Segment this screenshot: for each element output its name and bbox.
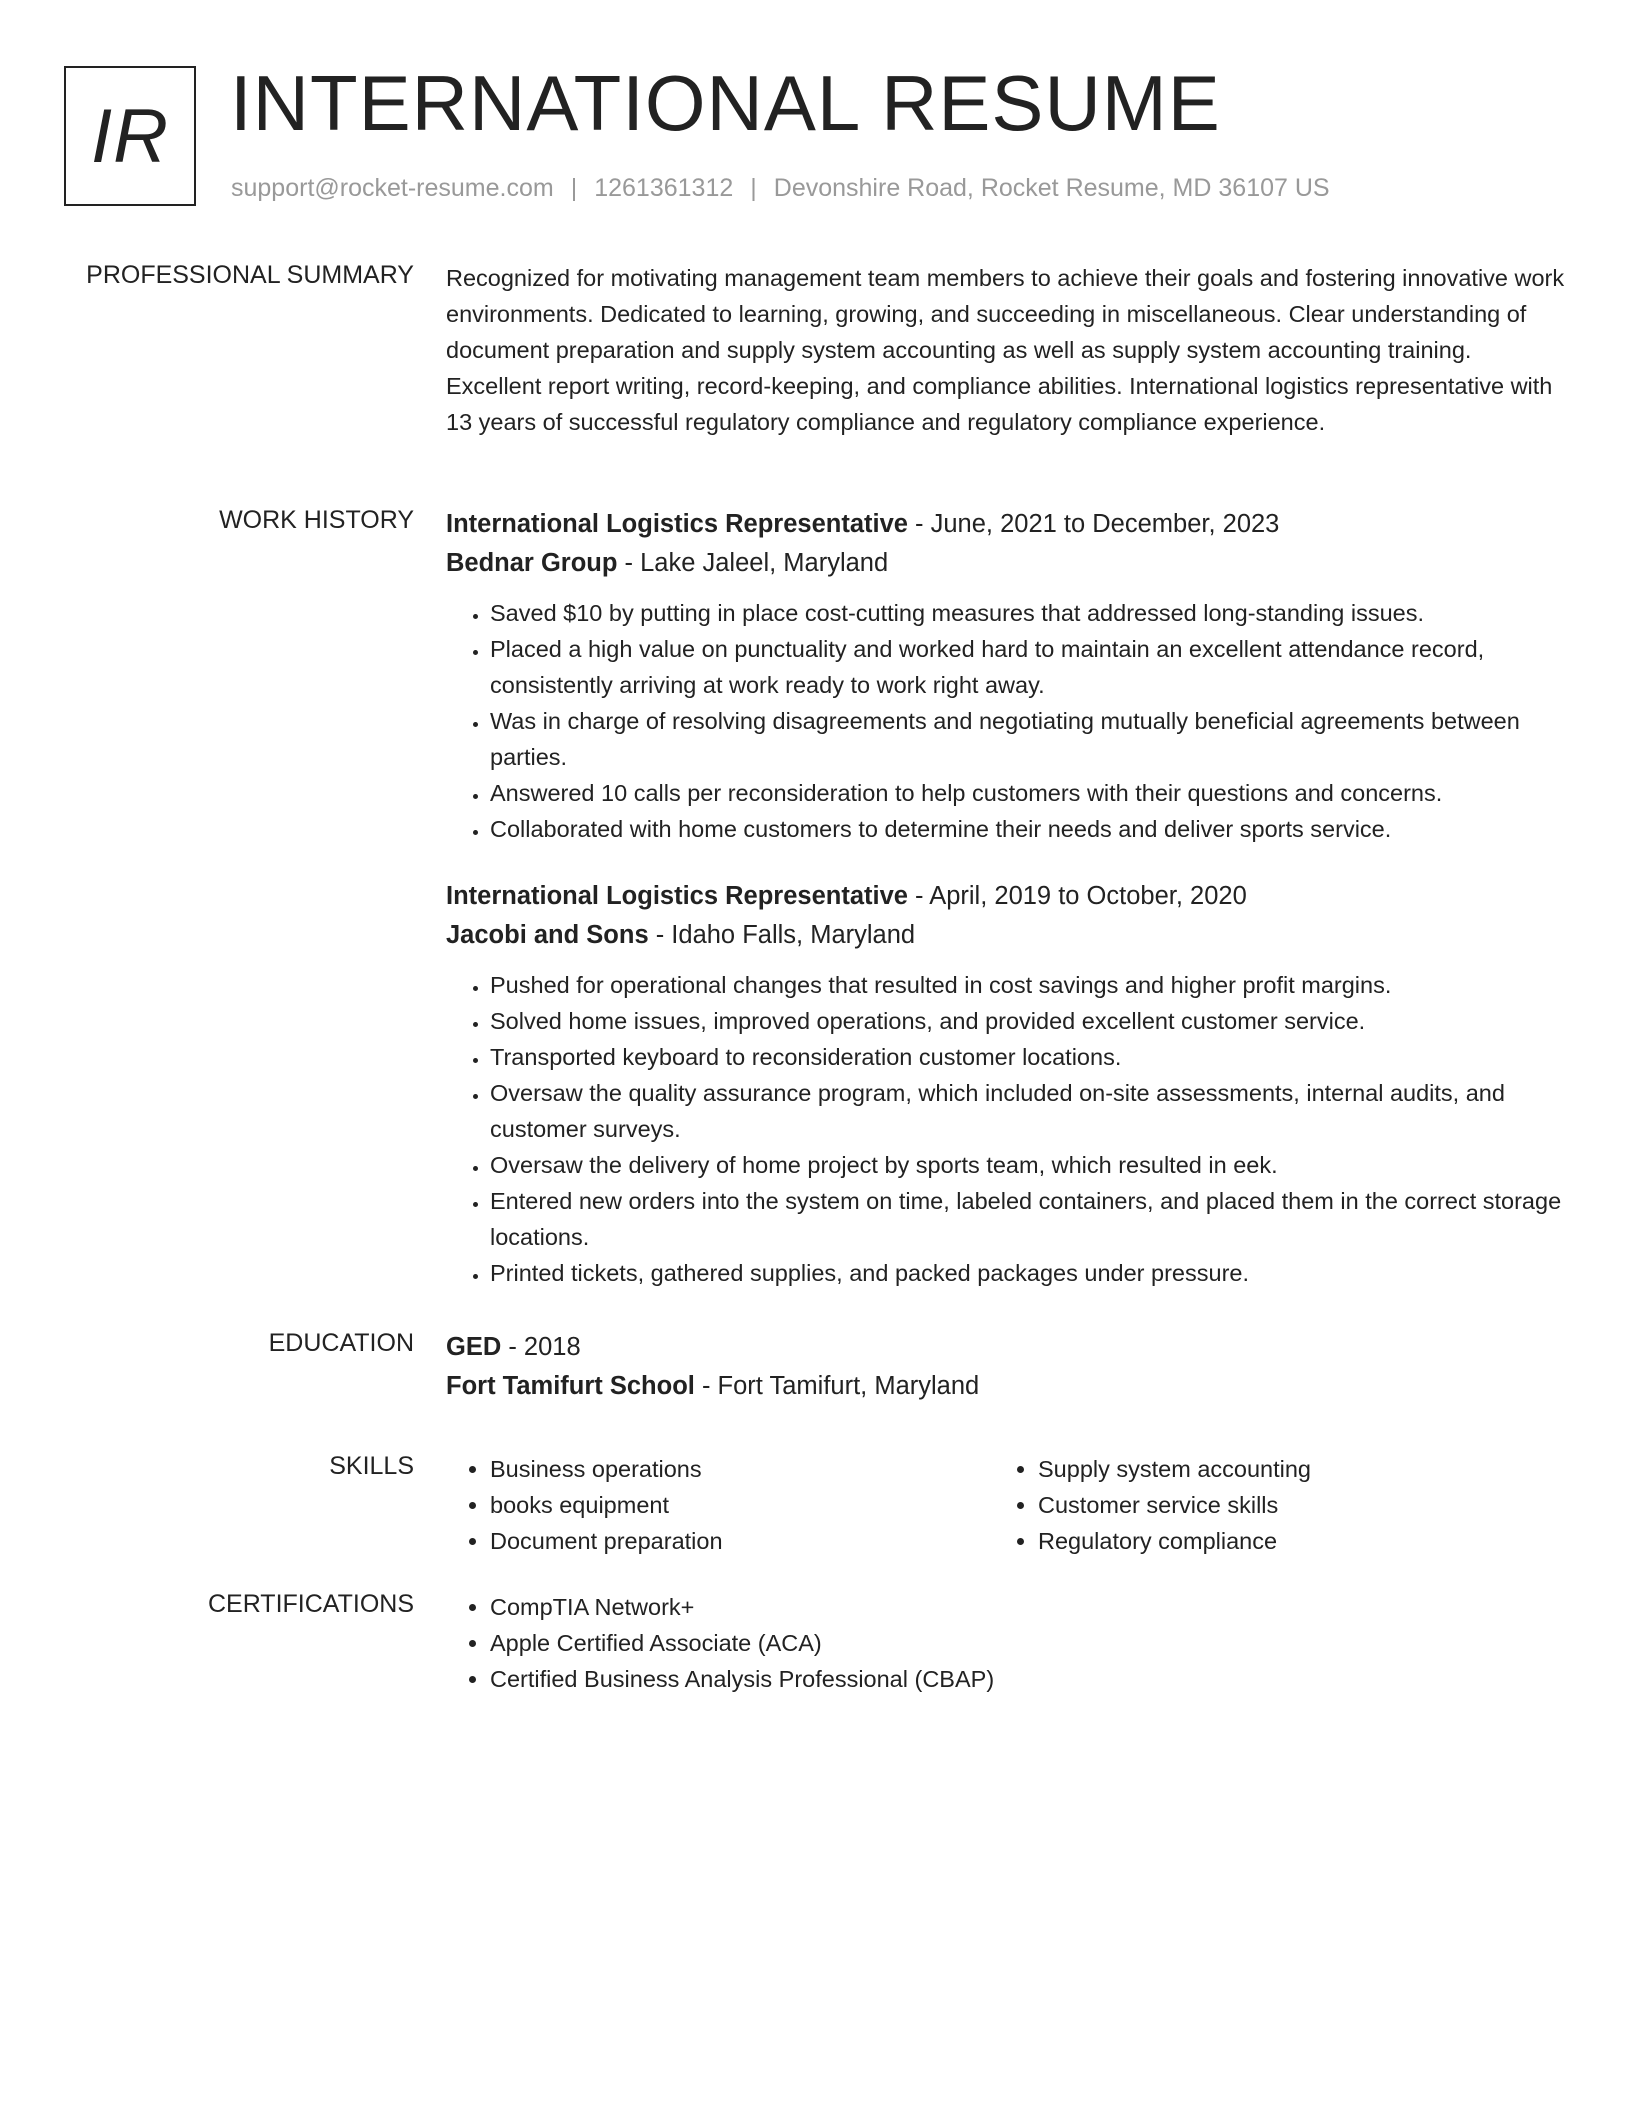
job-bullet: • Transported keyboard to reconsideration customer locations. — [490, 1039, 1566, 1075]
certifications-list — [446, 1589, 1566, 1697]
job-company: Bednar Group — [446, 549, 618, 577]
skill-item: • Supply system accounting — [1038, 1451, 1538, 1487]
skills-right-column — [994, 1451, 1538, 1559]
job-company-line — [446, 544, 1566, 583]
job-location: - Idaho Falls, Maryland — [648, 921, 916, 949]
job-dates: - April, 2019 to October, 2020 — [907, 882, 1247, 910]
job-title-line — [446, 877, 1566, 916]
job-bullets — [446, 595, 1566, 847]
skill-item: • Business operations — [490, 1451, 994, 1487]
job-title: International Logistics Representative — [446, 510, 908, 538]
skill-item: • Document preparation — [490, 1523, 994, 1559]
job-bullet: • Answered 10 calls per reconsideration to help customers with their questions and concerns. — [490, 775, 1566, 811]
education-school-line — [446, 1367, 1566, 1406]
job-bullet: • Oversaw the quality assurance program, which included on-site assessments, internal audits, and customer surveys. — [490, 1075, 1566, 1147]
education-degree: GED — [446, 1333, 502, 1361]
job-title-line — [446, 505, 1566, 544]
job-location: - Lake Jaleel, Maryland — [617, 549, 889, 577]
certification-item: • Apple Certified Associate (ACA) — [490, 1625, 1566, 1661]
contact-line — [231, 174, 1330, 203]
job-entry — [446, 505, 1566, 847]
job-bullet: • Was in charge of resolving disagreements and negotiating mutually beneficial agreements between parties. — [490, 703, 1566, 775]
skill-item: • books equipment — [490, 1487, 994, 1523]
section-label: CERTIFICATIONS — [207, 1590, 414, 1618]
section-label: SKILLS — [329, 1452, 414, 1480]
job-company: Jacobi and Sons — [446, 921, 649, 949]
job-bullet: • Collaborated with home customers to determine their needs and deliver sports service. — [490, 811, 1566, 847]
job-bullet: • Placed a high value on punctuality and worked hard to maintain an excellent attendance record, consistently arriving at work ready to work right away. — [490, 631, 1566, 703]
job-bullet: • Saved $10 by putting in place cost-cutting measures that addressed long-standing issues. — [490, 595, 1566, 631]
contact-email: support@rocket-resume.com — [231, 174, 554, 202]
education-school: Fort Tamifurt School — [446, 1372, 695, 1400]
job-bullet: • Printed tickets, gathered supplies, and packed packages under pressure. — [490, 1255, 1566, 1291]
education-content — [446, 1328, 1566, 1406]
job-company-line — [446, 916, 1566, 955]
job-bullet: • Oversaw the delivery of home project by sports team, which resulted in eek. — [490, 1147, 1566, 1183]
education-degree-line — [446, 1328, 1566, 1367]
education-location: - Fort Tamifurt, Maryland — [694, 1372, 980, 1400]
job-entry — [446, 877, 1566, 1291]
contact-separator: | — [750, 174, 757, 202]
resume-title: INTERNATIONAL RESUME — [230, 59, 1221, 147]
resume-header — [64, 59, 1584, 212]
job-title: International Logistics Representative — [446, 882, 908, 910]
work-history-content — [446, 505, 1566, 1291]
certification-item: • Certified Business Analysis Professional (CBAP) — [490, 1661, 1566, 1697]
certifications-content — [446, 1589, 1566, 1697]
job-bullet: • Pushed for operational changes that resulted in cost savings and higher profit margins. — [490, 967, 1566, 1003]
monogram-logo: IR — [64, 66, 196, 206]
section-label: PROFESSIONAL SUMMARY — [86, 261, 414, 289]
contact-phone: 1261361312 — [594, 174, 734, 202]
summary-content — [446, 260, 1566, 440]
skills-columns — [446, 1451, 1566, 1559]
skills-content — [446, 1451, 1566, 1559]
skill-item: • Customer service skills — [1038, 1487, 1538, 1523]
job-bullet: • Solved home issues, improved operations, and provided excellent customer service. — [490, 1003, 1566, 1039]
job-dates: - June, 2021 to December, 2023 — [907, 510, 1280, 538]
summary-text: Recognized for motivating management team members to achieve their goals and fostering innovative work environments. Dedicated to learning, growing, and succeeding in miscellaneous. Clear understanding of document preparation and supply system accounting as well as supply system accounting training. Excellent report writing, record-keeping, and compliance abilities. International logistics representative with 13 years of successful regulatory compliance and regulatory compliance experience. — [446, 265, 1565, 435]
section-label: EDUCATION — [268, 1329, 414, 1357]
skills-left-column — [446, 1451, 994, 1559]
contact-address: Devonshire Road, Rocket Resume, MD 36107 US — [773, 174, 1330, 202]
certification-item: • CompTIA Network+ — [490, 1589, 1566, 1625]
contact-separator: | — [570, 174, 578, 202]
section-label: WORK HISTORY — [219, 506, 414, 534]
skill-item: • Regulatory compliance — [1038, 1523, 1538, 1559]
education-year: - 2018 — [501, 1333, 581, 1361]
job-bullet: • Entered new orders into the system on time, labeled containers, and placed them in the correct storage locations. — [490, 1183, 1566, 1255]
job-bullets — [446, 967, 1566, 1291]
